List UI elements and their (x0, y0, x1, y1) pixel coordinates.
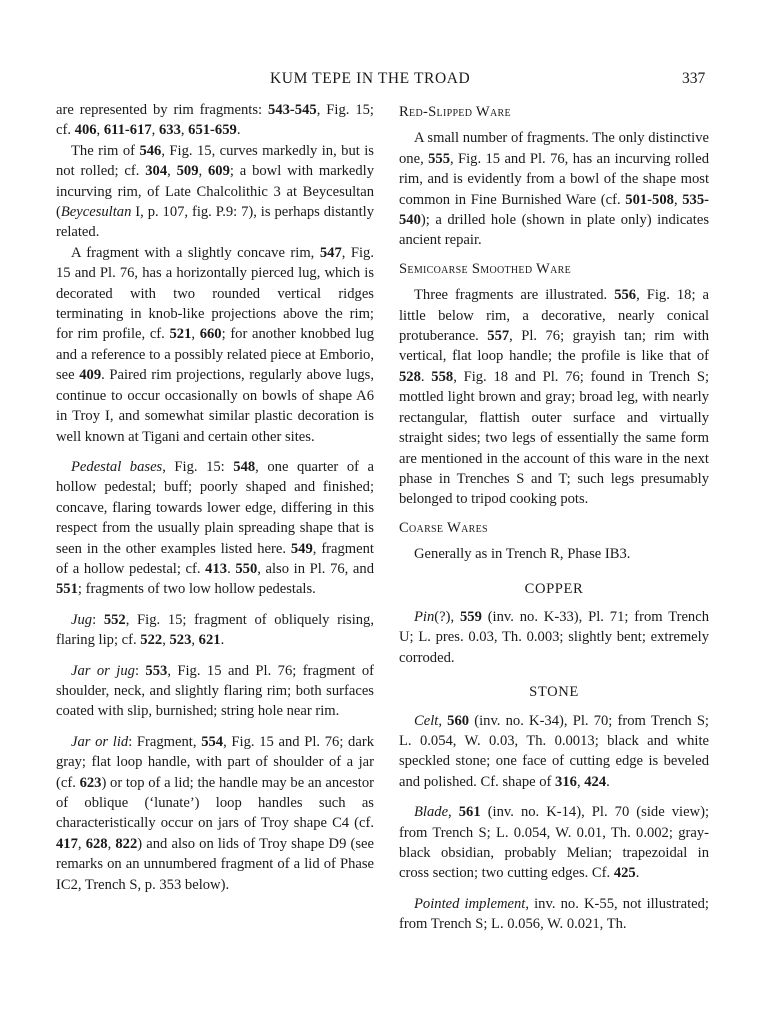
text-run: . (420, 368, 432, 385)
catalog-number: 822 (115, 835, 138, 852)
catalog-number: 611-617 (103, 122, 152, 139)
paragraph-rim-fragments (56, 100, 374, 141)
text-run: ); a drilled hole (shown in plate only) indicates ancient repair. (399, 212, 709, 249)
text-run: , Fig. 15; cf. (56, 102, 374, 139)
catalog-number: 560 (447, 712, 470, 729)
catalog-number: 553 (145, 662, 168, 679)
text-run: ; a bowl with markedly incurving rim, of Late Chalcolithic 3 at Beycesultan ( (56, 163, 374, 221)
left-column (56, 100, 374, 895)
paragraph-blade (399, 802, 709, 884)
catalog-number: 621 (198, 632, 221, 649)
catalog-number: 633 (158, 122, 181, 139)
section-heading-semicoarse: Semicoarse Smoothed Ware (399, 260, 572, 277)
text-run: : Fragment, (128, 733, 202, 750)
running-head: KUM TEPE IN THE TROAD (270, 70, 471, 87)
text-run: I, p. 107, fig. P.9: 7), is perhaps distantly related. (56, 204, 374, 241)
paragraph-celt (399, 711, 709, 793)
catalog-number: 550 (235, 560, 258, 577)
catalog-number: 623 (79, 774, 102, 791)
text-run: (inv. no. K-34), Pl. 70; from Trench S; L. 0.054, W. 0.03, Th. 0.0013; black and white speckled stone; one face of cutting edge is beveled and polished. Cf. shape of (399, 712, 709, 790)
catalog-number: 528 (399, 368, 421, 385)
heading-copper: COPPER (524, 580, 584, 597)
catalog-number: 425 (613, 865, 636, 882)
text-run: . Paired rim projections, regularly above lugs, continue to occur occasionally on bowls of shape A6 in Troy I, and somewhat similar plastic decoration is well known at Tigani and certain other sites. (56, 367, 374, 445)
text-run: , (191, 632, 199, 649)
catalog-number: 424 (584, 773, 607, 790)
text-run: , (162, 632, 170, 649)
text-run: , (96, 122, 104, 139)
italic-term: Blade (414, 804, 449, 821)
catalog-number: 522 (140, 632, 163, 649)
catalog-number: 521 (169, 326, 192, 343)
text-run: , (77, 835, 86, 852)
text-run: , (167, 163, 177, 180)
text-run: , also in Pl. 76, and (257, 560, 375, 577)
text-run: , fragment of a hollow pedestal; cf. (56, 540, 374, 577)
italic-term: Beycesultan (60, 204, 132, 221)
text-run: , Fig. 15 and Pl. 76; dark gray; flat loop handle, with part of shoulder of a jar (cf. (56, 733, 374, 791)
catalog-number: 548 (233, 458, 256, 475)
text-run: (?), (434, 608, 460, 625)
italic-term: Celt (414, 712, 439, 729)
paragraph-pedestal-bases (56, 457, 374, 600)
text-run: , (673, 191, 683, 208)
catalog-number: 628 (85, 835, 108, 852)
text-run: , Fig. 15 and Pl. 76; fragment of shoulder, neck, and slightly flaring rim; both surfaces coated with slip, burnished; string hole near rim. (56, 662, 375, 720)
text-run: The rim of (71, 142, 140, 159)
text-run: , Fig. 18; a little below rim, a decorative, nearly conical protuberance. (399, 287, 709, 345)
text-run: , Fig. 15, curves markedly in, but is not rolled; cf. (56, 142, 374, 180)
catalog-number: 417 (56, 835, 78, 852)
catalog-number: 409 (79, 367, 102, 384)
catalog-number: 561 (458, 804, 481, 821)
page-number: 337 (682, 70, 706, 87)
text-run: , (191, 326, 200, 343)
text-run: ; fragments of two low hollow pedestals. (77, 581, 316, 598)
text-run: ; for another knobbed lug and a reference to a possibly related piece at Emborio, see (56, 326, 374, 384)
catalog-number: 651-659 (188, 122, 237, 139)
text-run: , one quarter of a hollow pedestal; buff; poorly shaped and finished; concave, flaring towards lower edge, differing in this respect from the usually plain spreading shape that is seen in the other examples listed here. (56, 458, 374, 557)
text-run: , (438, 712, 448, 729)
paragraph-jug (56, 610, 374, 651)
page-header (0, 70, 773, 92)
paragraph-jar-or-jug (56, 661, 374, 722)
catalog-number: 535-540 (399, 191, 710, 229)
text-run: , (448, 804, 459, 821)
paragraph-semicoarse (399, 285, 709, 509)
catalog-number: 556 (614, 287, 637, 304)
right-column (399, 100, 709, 935)
catalog-number: 549 (290, 540, 313, 557)
catalog-number: 546 (139, 142, 162, 159)
catalog-number: 559 (459, 608, 482, 625)
text-run: , Pl. 76; grayish tan; rim with vertical, flat loop handle; the profile is like that of (399, 328, 709, 365)
italic-term: Jug (71, 611, 93, 628)
text-run: A fragment with a slightly concave rim, (71, 244, 320, 261)
text-run: (inv. no. K-33), Pl. 71; from Trench U; L. pres. 0.03, Th. 0.003; slightly bent; extremely corroded. (399, 608, 710, 666)
text-run: . (227, 560, 236, 577)
italic-term: Jar or lid (71, 733, 129, 750)
text-run: (inv. no. K-14), Pl. 70 (side view); from Trench S; L. 0.054, W. 0.01, Th. 0.002; gray-black obsidian, probably Melian; trapezoidal in cross section; two cutting edges. Cf. (399, 804, 709, 882)
text-run: are represented by rim fragments: (56, 102, 269, 118)
paragraph-pin (399, 607, 709, 668)
catalog-number: 551 (56, 581, 78, 598)
paragraph-pointed-implement (399, 894, 709, 935)
paragraph-jar-or-lid (56, 732, 374, 895)
text-run: , (198, 163, 208, 180)
text-run: . (606, 773, 610, 790)
catalog-number: 555 (428, 150, 450, 167)
catalog-number: 543-545 (268, 102, 317, 118)
italic-term: Pointed implement (414, 895, 526, 912)
catalog-number: 554 (201, 733, 224, 750)
heading-stone: STONE (529, 684, 579, 701)
text-run: ) and also on lids of Troy shape D9 (see remarks on an unnumbered fragment of a lid of Phase IC2, Trench S, p. 353 below). (56, 835, 374, 893)
text-run: , Fig. 15: (162, 458, 234, 475)
text-run: , Fig. 15 and Pl. 76, has a horizontally pierced lug, which is decorated with two rounded vertical ridges terminating in knob-like projections above the rim; for rim profile, cf. (56, 244, 374, 343)
catalog-number: 547 (319, 244, 342, 261)
text-run: , Fig. 15 and Pl. 76, has an incurving rolled rim, and is evidently from a bowl of the shape most common in Fine Burnished Ware (cf. (399, 150, 709, 208)
text-run: Three fragments are illustrated. (414, 287, 615, 304)
text-run: : (92, 611, 104, 628)
catalog-number: 304 (145, 163, 168, 180)
text-run: . (220, 632, 225, 649)
catalog-number: 660 (199, 326, 222, 343)
text-run: . (635, 865, 640, 882)
section-heading-red-slipped: Red-Slipped Ware (399, 104, 511, 120)
paragraph-red-slipped (399, 128, 709, 250)
catalog-number: 558 (431, 368, 454, 385)
catalog-number: 509 (176, 163, 199, 180)
text-run: . (236, 122, 241, 139)
text-run: , (107, 835, 116, 852)
text-run: , (576, 773, 585, 790)
italic-term: Pedestal bases (71, 458, 163, 475)
text-run: ) or top of a lid; the handle may be an ancestor of oblique (‘lunate’) loop handles such as characteristically occur on jars of Troy shape C4 (cf. (56, 774, 374, 832)
catalog-number: 413 (205, 560, 228, 577)
catalog-number: 557 (487, 328, 510, 345)
text-run: Generally as in Trench R, Phase IB3. (414, 546, 631, 563)
paragraph-rim-546 (56, 141, 374, 243)
text-run: : (134, 662, 146, 679)
text-run: , (180, 122, 189, 139)
catalog-number: 609 (207, 163, 230, 180)
italic-term: Pin (414, 608, 435, 625)
text-run: , inv. no. K-55, not illustrated; from Trench S; L. 0.056, W. 0.021, Th. (399, 895, 709, 933)
paragraph-coarse (399, 544, 709, 564)
text-run: A small number of fragments. The only distinctive one, (399, 130, 709, 167)
text-run: , Fig. 18 and Pl. 76; found in Trench S; mottled light brown and gray; broad leg, with nearly rectangular, flattish outer surface and virtually straight sides; two legs of essentially the same form are mentioned in the account of this ware in the next phase in Trenches S and T; such legs presumably belonged to tripod cooking pots. (399, 368, 709, 508)
text-run: , (151, 122, 159, 139)
italic-term: Jar or jug (71, 662, 135, 679)
catalog-number: 316 (555, 773, 577, 790)
catalog-number: 523 (169, 632, 192, 649)
catalog-number: 501-508 (625, 191, 674, 208)
catalog-number: 406 (74, 122, 97, 139)
catalog-number: 552 (103, 611, 126, 628)
text-run: , Fig. 15; fragment of obliquely rising, flaring lip; cf. (56, 611, 375, 649)
section-heading-coarse: Coarse Wares (399, 519, 488, 536)
paragraph-concave-rim-547 (56, 243, 374, 447)
